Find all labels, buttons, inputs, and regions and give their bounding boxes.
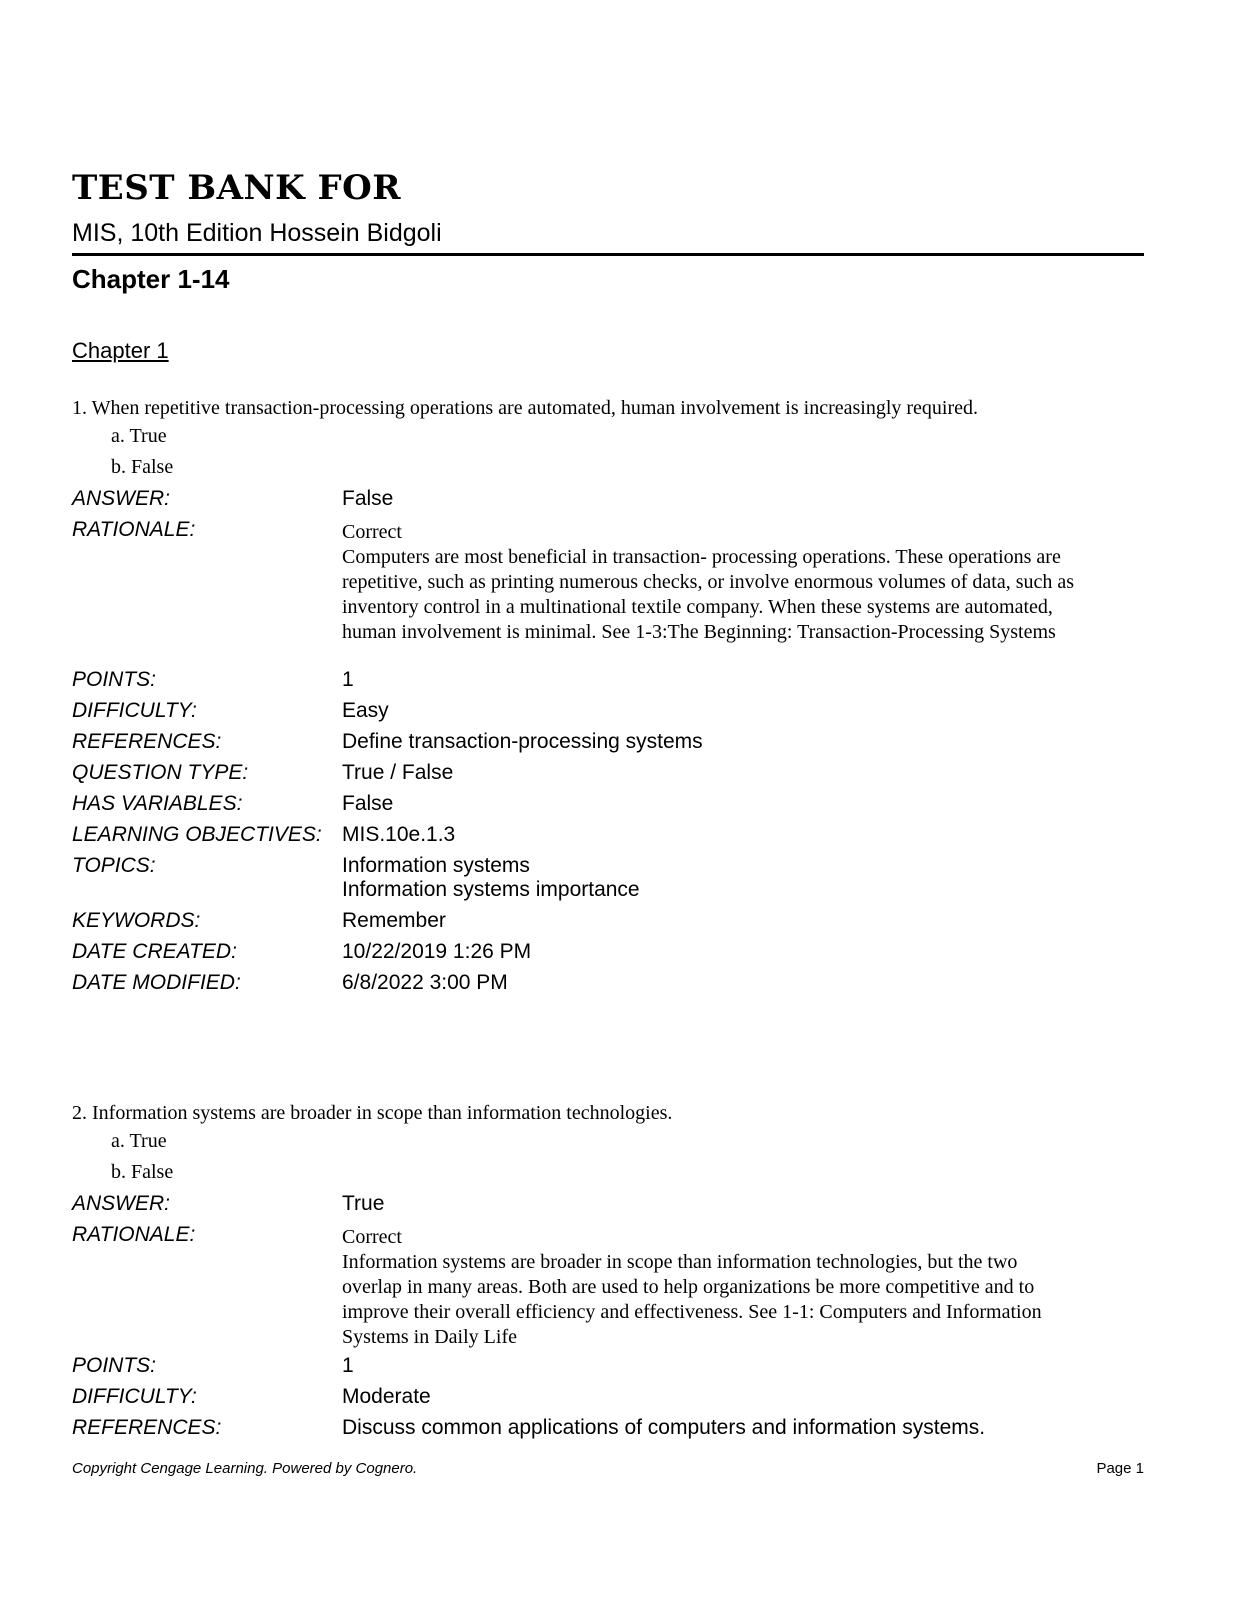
topics-value: Information systems <box>342 854 530 877</box>
document-page <box>72 0 1144 1600</box>
rationale-text <box>342 520 1142 645</box>
answer-label: ANSWER: <box>72 487 171 510</box>
learning-objectives-value: MIS.10e.1.3 <box>342 823 456 846</box>
topics-value: Information systems importance <box>342 878 640 901</box>
rationale-line: human involvement is minimal. See 1-3:The Beginning: Transaction-Processing Systems <box>342 621 1056 643</box>
difficulty-value: Easy <box>342 699 389 722</box>
chapter-heading: Chapter 1 <box>72 338 169 363</box>
points-label: POINTS: <box>72 1354 157 1377</box>
references-label: REFERENCES: <box>72 730 222 753</box>
rationale-line: Correct <box>342 521 402 543</box>
choice-a: a. True <box>111 1130 167 1152</box>
rationale-line: overlap in many areas. Both are used to help organizations be more competitive and to <box>342 1276 1035 1298</box>
references-label: REFERENCES: <box>72 1416 222 1439</box>
rationale-line: Correct <box>342 1226 402 1248</box>
rationale-line: inventory control in a multinational textile company. When these systems are automated, <box>342 596 1053 618</box>
footer-copyright: Copyright Cengage Learning. Powered by Cognero. <box>72 1460 418 1477</box>
date-created-label: DATE CREATED: <box>72 940 237 963</box>
difficulty-label: DIFFICULTY: <box>72 1385 197 1408</box>
chapter-range: Chapter 1-14 <box>72 264 230 294</box>
date-modified-value: 6/8/2022 3:00 PM <box>342 971 508 994</box>
answer-value: True <box>342 1192 385 1215</box>
answer-label: ANSWER: <box>72 1192 171 1215</box>
date-modified-label: DATE MODIFIED: <box>72 971 241 994</box>
rationale-line: Systems in Daily Life <box>342 1326 517 1348</box>
choice-a: a. True <box>111 425 167 447</box>
document-subtitle: MIS, 10th Edition Hossein Bidgoli <box>72 219 442 247</box>
difficulty-label: DIFFICULTY: <box>72 699 197 722</box>
question-type-value: True / False <box>342 761 454 784</box>
page-number: Page 1 <box>1096 1460 1144 1477</box>
rationale-line: improve their overall efficiency and effectiveness. See 1-1: Computers and Information <box>342 1301 1042 1323</box>
date-created-value: 10/22/2019 1:26 PM <box>342 940 532 963</box>
rationale-line: Computers are most beneficial in transaction- processing operations. These operations are <box>342 546 1061 568</box>
has-variables-label: HAS VARIABLES: <box>72 792 243 815</box>
points-value: 1 <box>342 1354 354 1377</box>
rationale-text <box>342 1225 1142 1350</box>
keywords-value: Remember <box>342 909 446 932</box>
keywords-label: KEYWORDS: <box>72 909 201 932</box>
choice-b: b. False <box>111 1161 174 1183</box>
points-label: POINTS: <box>72 668 157 691</box>
choice-b: b. False <box>111 456 174 478</box>
answer-value: False <box>342 487 394 510</box>
rationale-label: RATIONALE: <box>72 518 196 541</box>
question-type-label: QUESTION TYPE: <box>72 761 249 784</box>
topics-label: TOPICS: <box>72 854 156 877</box>
learning-objectives-label: LEARNING OBJECTIVES: <box>72 823 322 846</box>
points-value: 1 <box>342 668 354 691</box>
difficulty-value: Moderate <box>342 1385 431 1408</box>
header-divider <box>72 253 1144 256</box>
rationale-line: Information systems are broader in scope than information technologies, but the two <box>342 1251 1018 1273</box>
rationale-line: repetitive, such as printing numerous checks, or involve enormous volumes of data, such as <box>342 571 1075 593</box>
rationale-label: RATIONALE: <box>72 1223 196 1246</box>
document-title: TEST BANK FOR <box>72 168 402 208</box>
question-stem: 2. Information systems are broader in scope than information technologies. <box>72 1102 673 1124</box>
references-value: Discuss common applications of computers and information systems. <box>342 1416 986 1439</box>
references-value: Define transaction-processing systems <box>342 730 703 753</box>
has-variables-value: False <box>342 792 394 815</box>
question-stem: 1. When repetitive transaction-processing operations are automated, human involvement is increasingly required. <box>72 397 979 419</box>
